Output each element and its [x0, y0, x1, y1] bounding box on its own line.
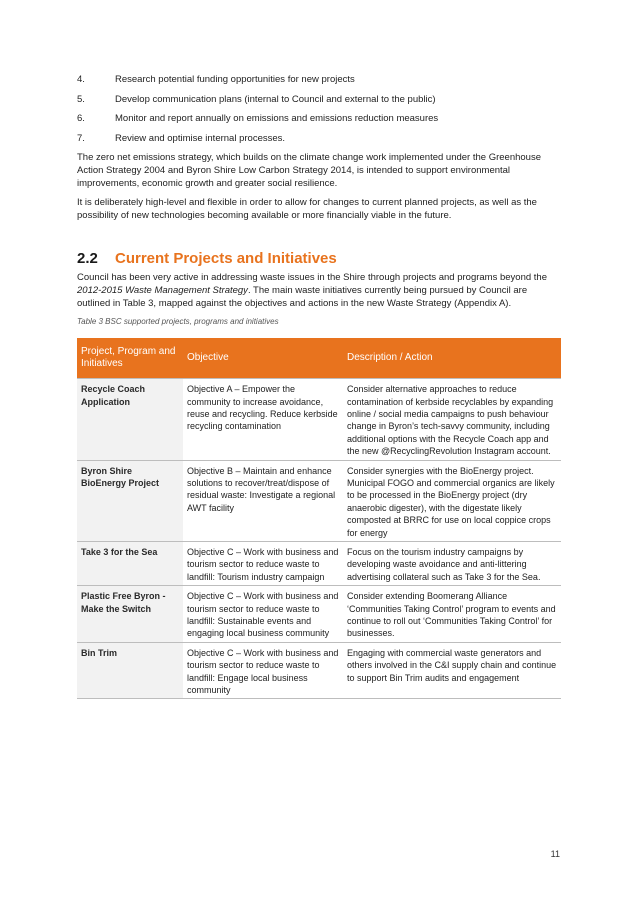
table-row	[77, 379, 561, 460]
table-row	[77, 542, 561, 586]
header-objective: Objective	[183, 338, 343, 379]
projects-table	[77, 338, 561, 699]
numbered-list	[77, 74, 561, 145]
list-text: Monitor and report annually on emissions and emissions reduction measures	[115, 113, 439, 125]
list-item	[77, 113, 561, 125]
objective-cell: Objective C – Work with business and tourism sector to reduce waste to landfill: Engage local business community	[183, 642, 343, 699]
paragraph-flexibility: It is deliberately high-level and flexible in order to allow for changes to current planned projects, as well as the possibility of new technologies becoming available or more financially viable in the future.	[77, 197, 537, 221]
objective-cell: Objective C – Work with business and tourism sector to reduce waste to landfill: Sustainable events and engaging local business community	[183, 586, 343, 643]
section-title: Current Projects and Initiatives	[115, 250, 337, 268]
list-item	[77, 133, 561, 145]
description-cell: Focus on the tourism industry campaigns by developing waste avoidance and anti-littering advertising collateral such as Take 3 for the Sea.	[343, 542, 561, 586]
list-number: 7.	[77, 132, 85, 144]
paragraph-intro-text-a: Council has been very active in addressing waste issues in the Shire through projects and programs beyond the	[77, 272, 547, 284]
section-number: 2.2	[77, 250, 98, 268]
paragraph-intro	[77, 272, 561, 310]
description-cell: Consider synergies with the BioEnergy project. Municipal FOGO and commercial organics are likely to be processed in the BioEnergy project (dry anaerobic digester), with the digestate likely composted at BRRC for use on local coppice crops for energy	[343, 460, 561, 541]
list-item	[77, 74, 561, 86]
header-description: Description / Action	[343, 338, 561, 379]
strategy-reference: 2012-2015 Waste Management Strategy	[77, 284, 248, 296]
list-number: 4.	[77, 74, 85, 85]
table-row	[77, 586, 561, 643]
project-cell: Plastic Free Byron - Make the Switch	[77, 586, 183, 643]
table-row	[77, 460, 561, 541]
page-content	[77, 74, 561, 699]
table-header-row	[77, 338, 561, 379]
list-number: 5.	[77, 93, 85, 105]
objective-cell: Objective A – Empower the community to increase avoidance, reuse and recycling. Reduce kerbside recycling contamination	[183, 379, 343, 460]
description-cell: Engaging with commercial waste generators and others involved in the C&I supply chain and continue to support Bin Trim audits and engagement	[343, 642, 561, 699]
objective-cell: Objective B – Maintain and enhance solutions to recover/treat/dispose of residual waste: Investigate a regional AWT facility	[183, 460, 343, 541]
paragraph-intro-text-b: . The main waste initiatives currently being pursued by Council are outlined in Table 3, mapped against the objectives and actions in the new Waste Strategy (Appendix A).	[77, 284, 528, 309]
header-project: Project, Program and Initiatives	[77, 338, 183, 379]
project-cell: Recycle Coach Application	[77, 379, 183, 460]
description-cell: Consider alternative approaches to reduce contamination of kerbside recyclables by expanding online / social media campaigns to push behaviour change in Byron’s tech-savvy community, including additional options with the Recycle Coach app and the new @RecyclingRevolution Instagram account.	[343, 379, 561, 460]
project-cell: Take 3 for the Sea	[77, 542, 183, 586]
list-number: 6.	[77, 113, 85, 125]
project-cell: Bin Trim	[77, 642, 183, 699]
list-text: Review and optimise internal processes.	[115, 132, 286, 144]
list-text: Develop communication plans (internal to Council and external to the public)	[115, 93, 436, 105]
page-number: 11	[550, 849, 560, 859]
objective-cell: Objective C – Work with business and tourism sector to reduce waste to landfill: Tourism industry campaign	[183, 542, 343, 586]
table-row	[77, 642, 561, 699]
description-cell: Consider extending Boomerang Alliance ‘Communities Taking Control’ program to events and continue to roll out ‘Communities Taking Control’ for businesses.	[343, 586, 561, 643]
list-item	[77, 94, 561, 106]
list-text: Research potential funding opportunities for new projects	[115, 74, 355, 85]
paragraph-strategy: The zero net emissions strategy, which builds on the climate change work implemented under the Greenhouse Action Strategy 2004 and Byron Shire Low Carbon Strategy 2014, is intended to support environmental improvements, economic growth and greater social resilience.	[77, 152, 541, 189]
project-cell: Byron Shire BioEnergy Project	[77, 460, 183, 541]
section-heading	[77, 250, 561, 267]
table-caption: Table 3 BSC supported projects, programs and initiatives	[77, 317, 279, 327]
